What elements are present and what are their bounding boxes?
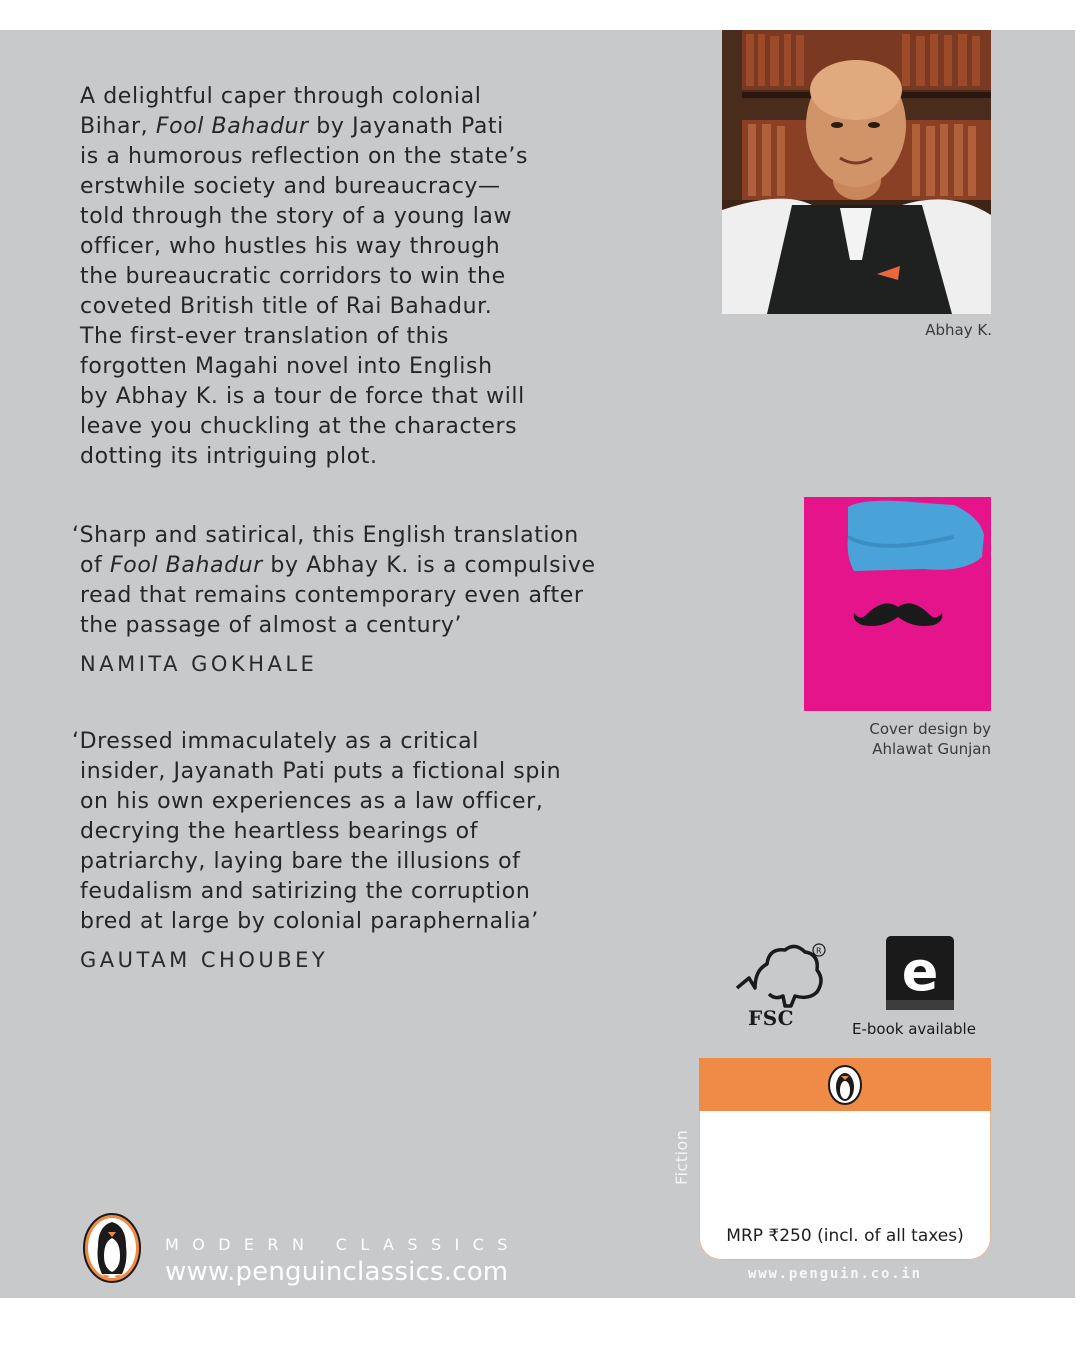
quote-line: bred at large by colonial paraphernalia’ — [80, 909, 539, 934]
blurb-line: Bihar, Fool Bahadur by Jayanath Pati — [80, 114, 504, 139]
penguin-logo-icon — [827, 1064, 863, 1106]
blurb-line: forgotten Magahi novel into English — [80, 354, 493, 379]
fsc-label: FSC — [748, 1006, 795, 1030]
review-quote-2 — [72, 727, 632, 975]
quote-attribution: NAMITA GOKHALE — [80, 652, 318, 676]
price-box-header — [699, 1058, 991, 1111]
svg-text:R: R — [816, 946, 822, 956]
blurb-line: The first-ever translation of this — [80, 324, 449, 349]
price-label: MRP ₹250 (incl. of all taxes) — [726, 1226, 964, 1246]
blurb-line: officer, who hustles his way through — [80, 234, 501, 259]
genre-label: Fiction — [672, 1129, 691, 1185]
author-photo — [722, 30, 991, 314]
blurb-line: erstwhile society and bureaucracy— — [80, 174, 501, 199]
blurb-line: is a humorous reflection on the state’s — [80, 144, 529, 169]
blurb-line: A delightful caper through colonial — [80, 84, 482, 109]
quote-line: decrying the heartless bearings of — [80, 819, 479, 844]
quote-line: insider, Jayanath Pati puts a fictional spin — [80, 759, 562, 784]
cover-design-thumbnail — [804, 497, 991, 711]
blurb-line: leave you chuckling at the characters — [80, 414, 518, 439]
photo-caption: Abhay K. — [925, 321, 992, 339]
quote-line: the passage of almost a century’ — [80, 613, 463, 638]
series-name: MODERN CLASSICS — [165, 1235, 521, 1254]
design-caption-line: Ahlawat Gunjan — [872, 740, 991, 758]
price-box — [699, 1058, 991, 1260]
design-caption — [780, 719, 991, 759]
quote-line: ‘Dressed immaculately as a critical — [72, 729, 479, 754]
website-url: www.penguinclassics.com — [165, 1257, 509, 1287]
review-quote-1 — [72, 521, 672, 679]
ebook-icon — [884, 934, 956, 1014]
ebook-label: E-book available — [852, 1020, 976, 1038]
quote-line: on his own experiences as a law officer, — [80, 789, 544, 814]
svg-text:e: e — [901, 940, 939, 1003]
blurb-line: dotting its intriguing plot. — [80, 444, 378, 469]
quote-attribution: GAUTAM CHOUBEY — [80, 948, 329, 972]
penguin-logo-icon — [82, 1212, 142, 1284]
quote-line: ‘Sharp and satirical, this English translation — [72, 523, 579, 548]
penguin-india-url: www.penguin.co.in — [748, 1266, 922, 1282]
quote-line: of Fool Bahadur by Abhay K. is a compulsive — [80, 553, 596, 578]
blurb — [80, 82, 600, 472]
blurb-line: by Abhay K. is a tour de force that will — [80, 384, 525, 409]
blurb-line: told through the story of a young law — [80, 204, 513, 229]
design-caption-line: Cover design by — [869, 720, 991, 738]
blurb-line: coveted British title of Rai Bahadur. — [80, 294, 493, 319]
quote-line: read that remains contemporary even after — [80, 583, 584, 608]
blurb-line: the bureaucratic corridors to win the — [80, 264, 506, 289]
quote-line: feudalism and satirizing the corruption — [80, 879, 531, 904]
quote-line: patriarchy, laying bare the illusions of — [80, 849, 521, 874]
